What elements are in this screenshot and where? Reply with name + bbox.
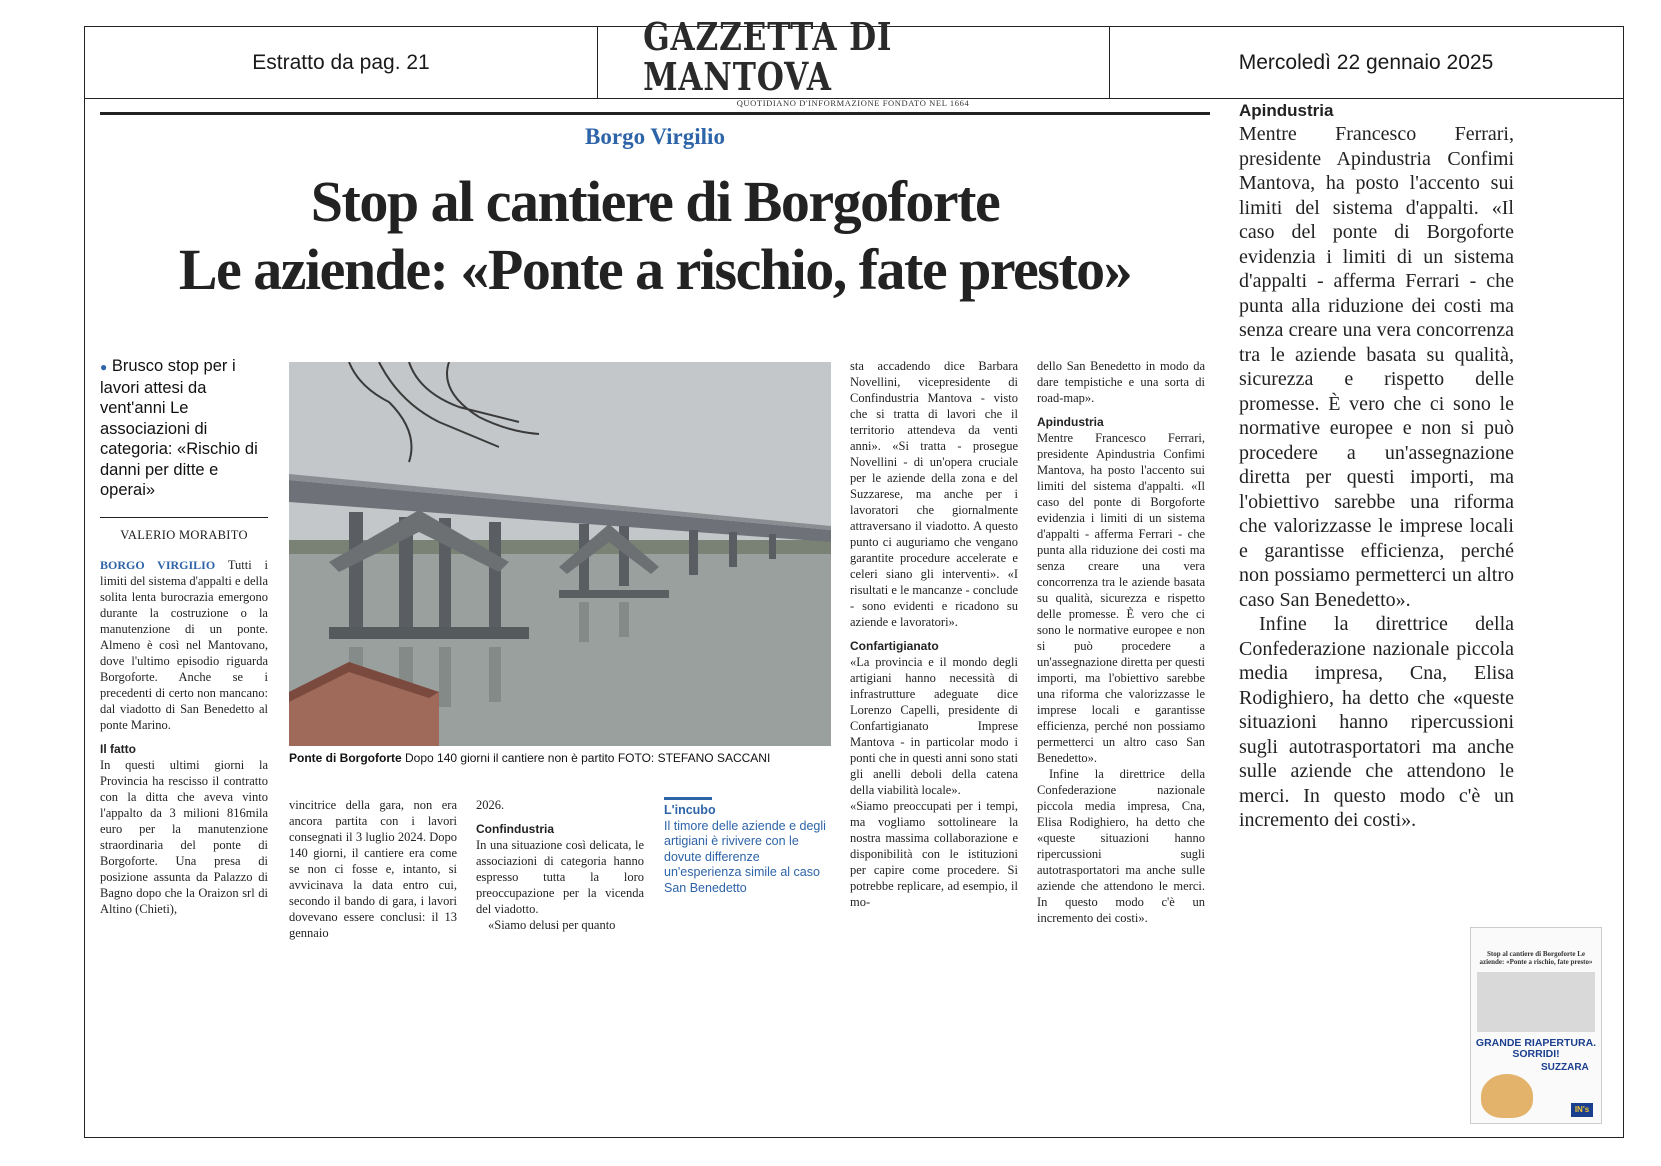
col4-paragraph-1: sta accadendo dice Barbara Novellini, vicepresidente di Confindustria Mantova - visto che si tratta di lavori che il territorio attendeva da venti anni». «Si tratta - prosegue Novellini - di un'opera cruciale per le aziende della zona e del Suzzarese, ma anche per i lavoratori che giornalmente attraversano il viadotto. A questo punto ci auguriamo che vengano garantite procedure accelerate e celeri siano gli interventi». «I risultati e le mancanze - conclude - sono evidenti e ricadono su aziende e lavoratori». (850, 359, 1018, 629)
thumbnail-photo (1477, 972, 1595, 1032)
pull-quote-label: L'incubo (664, 803, 716, 817)
ad-logo: IN's (1571, 1103, 1593, 1117)
article-column-5 (1037, 358, 1205, 926)
pull-quote-text: Il timore delle aziende e degli artigiani è rivivere con le dovute differenze un'esperienza simile al caso San Benedetto (664, 818, 826, 895)
col4-subheading: Confartigianato (850, 639, 939, 653)
col4-paragraph-2: «La provincia e il mondo degli artigiani hanno necessità di infrastrutture adeguate dice Lorenzo Capelli, presidente di Confartigianato Imprese Mantova - in particolar modo i ponti che in questi anni sono stati gli anelli deboli della catena della viabilità locale». (850, 655, 1018, 797)
ad-line-2: SORRIDI! (1512, 1048, 1560, 1060)
col5-paragraph-1: dello San Benedetto in modo da dare tempistiche e una sorta di road-map». (1037, 359, 1205, 405)
pull-quote-bar (664, 797, 712, 800)
excerpt-paragraph-1: Mentre Francesco Ferrari, presidente Apindustria Confimi Mantova, ha posto l'accento sui limiti del sistema d'appalti. «Il caso del ponte di Borgoforte evidenzia i limiti di un sistema d'appalti - afferma Ferrari - che punta alla riduzione dei costi ma senza creare una vera concorrenza tra le aziende basata su qualità, sicurezza e rispetto delle promesse. È vero che ci sono le normative europee e non si può procedere a un'assegnazione diretta per questi importi, ma l'obiettivo sarebbe una riforma che valorizzasse le imprese locali e garantisse efficienza, perché non possiamo permetterci un altro caso San Benedetto». (1239, 123, 1514, 611)
ad-place: SUZZARA (1541, 1062, 1589, 1073)
bread-icon (1481, 1074, 1533, 1118)
col3-paragraph-1: 2026. (476, 798, 505, 812)
headline-line-1: Stop al cantiere di Borgoforte (310, 169, 1000, 234)
page-thumbnail (1470, 927, 1602, 1124)
byline: VALERIO MORABITO (100, 517, 268, 543)
col3-paragraph-2: In una situazione così delicata, le associazioni di categoria hanno espresso tutta la loro preoccupazione per la vicenda del viadotto. (476, 838, 644, 916)
col5-subheading: Apindustria (1037, 415, 1104, 429)
masthead: GAZZETTA DI MANTOVA (643, 14, 893, 99)
page-header (85, 14, 1623, 108)
subhead-text: Brusco stop per i lavori attesi da vent'anni Le associazioni di categoria: «Rischio di danni per ditte e operai» (100, 357, 258, 499)
col1-paragraph-2: In questi ultimi giorni la Provincia ha rescisso il contratto con la ditta che aveva vinto l'appalto da 3 milioni 816mila euro per la manutenzione straordinaria del ponte di Borgoforte. Una presa di posizione assunta da Palazzo di Bagno dopo che la Oraizon srl di Altino (Chieti), (100, 758, 268, 916)
col1-paragraph-1: Tutti i limiti del sistema d'appalti e della solita lenta burocrazia emergono durante la costruzione o la manutenzione di un ponte. Almeno è così nel Mantovano, dove l'ultimo episodio riguarda Borgoforte. Anche se i precedenti di certo non mancano: dal viadotto di San Benedetto al ponte Marino. (100, 558, 268, 732)
article-column-2 (289, 797, 457, 941)
bullet-icon: ● (100, 360, 108, 374)
article-top-rule (100, 112, 1210, 115)
thumbnail-ad-title (1475, 1038, 1597, 1060)
article-column-3 (476, 797, 644, 933)
dateline: BORGO VIRGILIO (100, 558, 216, 572)
col5-paragraph-3: Infine la direttrice della Confederazione nazionale piccola media impresa, Cna, Elisa Rodighiero, ha detto che «queste situazioni hanno ripercussioni sugli autotrasportatori ma anche sulle aziende che attendono le merci. In questo modo c'è un incremento dei costi». (1037, 767, 1205, 925)
bridge-photo-image (289, 362, 831, 746)
col4-paragraph-3: «Siamo preoccupati per i tempi, ma vogliamo sottolineare la nostra massima collaborazione e disponibilità con le istituzioni per capire come procedere. Si potrebbe replicare, ad esempio, il mo- (850, 799, 1018, 909)
col2-paragraph-1: vincitrice della gara, non era ancora partita con i lavori consegnati il 3 luglio 2024. Dopo 140 giorni, il cantiere era come se non ci fosse e, intanto, si avvicinava la data entro cui, secondo il bando di gara, i lavori dovevano essere conclusi: il 13 gennaio (289, 798, 457, 940)
headline-line-2: Le aziende: «Ponte a rischio, fate presto» (178, 237, 1132, 302)
article-column-4 (850, 358, 1018, 910)
article-kicker: Borgo Virgilio (585, 124, 725, 149)
pull-quote (664, 797, 829, 896)
caption-text: Dopo 140 giorni il cantiere non è partito FOTO: STEFANO SACCANI (405, 751, 771, 765)
issue-date: Mercoledì 22 gennaio 2025 (1238, 50, 1494, 74)
thumbnail-headline: Stop al cantiere di Borgoforte Le aziende: «Ponte a rischio, fate presto» (1479, 950, 1593, 966)
excerpt-heading: Apindustria (1239, 101, 1334, 120)
caption-title: Ponte di Borgoforte (289, 751, 402, 765)
ad-line-1: GRANDE RIAPERTURA. (1475, 1037, 1597, 1049)
masthead-cell (597, 14, 1110, 108)
col5-paragraph-2: Mentre Francesco Ferrari, presidente Apindustria Confimi Mantova, ha posto l'accento sui limiti del sistema d'appalti. «Il caso del ponte di Borgoforte evidenzia i limiti di un sistema d'appalti - afferma Ferrari - che punta alla riduzione dei costi ma senza creare una vera concorrenza tra le aziende basata su qualità, sicurezza e rispetto delle promesse. È vero che ci sono le normative europee e non si può procedere a un'assegnazione diretta per questi importi, ma l'obiettivo sarebbe una riforma che valorizzasse le imprese locali e garantisse efficienza, perché non possiamo permetterci un altro caso San Benedetto». (1037, 431, 1205, 765)
enlarged-excerpt (1239, 100, 1514, 833)
masthead-tagline: QUOTIDIANO D'INFORMAZIONE FONDATO NEL 1664 (736, 98, 970, 108)
col3-subheading: Confindustria (476, 822, 554, 836)
excerpt-paragraph-2: Infine la direttrice della Confederazione nazionale piccola media impresa, Cna, Elisa Rodighiero, ha detto che «queste situazioni hanno ripercussioni sugli autotrasportatori ma anche sulle aziende che attendono le merci. In questo modo c'è un incremento dei costi». (1239, 613, 1514, 831)
article-column-1 (100, 557, 268, 917)
photo-caption (289, 751, 849, 765)
col3-paragraph-3: «Siamo delusi per quanto (488, 918, 616, 932)
article-headline (100, 168, 1210, 304)
col1-subheading: Il fatto (100, 742, 136, 756)
extract-info: Estratto da pag. 21 (85, 27, 598, 98)
article-subhead (100, 356, 268, 501)
bridge-photo (289, 362, 831, 746)
